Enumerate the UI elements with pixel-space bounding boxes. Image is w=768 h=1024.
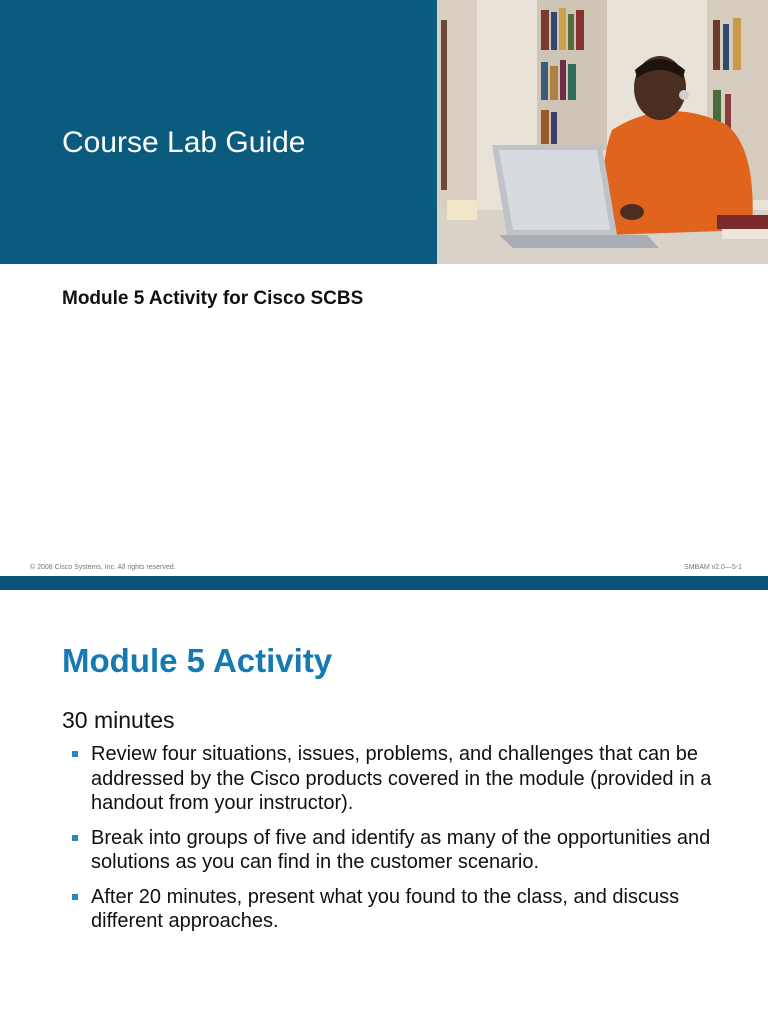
title-banner (0, 0, 437, 264)
student-laptop-photo (437, 0, 768, 264)
square-bullet-icon (72, 835, 78, 841)
list-item: After 20 minutes, present what you found to the class, and discuss different approaches. (62, 885, 742, 934)
activity-title: Module 5 Activity (62, 642, 333, 679)
activity-slide (0, 590, 768, 1024)
footer-copyright: © 2008 Cisco Systems, Inc. All rights reserved. (30, 564, 176, 571)
activity-duration: 30 minutes (62, 707, 175, 733)
activity-bullet-list (62, 742, 742, 944)
list-item: Review four situations, issues, problems, and challenges that can be addressed by the Cisco products covered in the module (provided in a handout from your instructor). (62, 742, 742, 816)
banner-title: Course Lab Guide (62, 126, 306, 159)
square-bullet-icon (72, 894, 78, 900)
footer-slide-code: SMBAM v2.0—5-1 (684, 564, 742, 571)
slide-separator (0, 576, 768, 590)
square-bullet-icon (72, 751, 78, 757)
list-item: Break into groups of five and identify as many of the opportunities and solutions as you can find in the customer scenario. (62, 826, 742, 875)
lab-subtitle: Module 5 Activity for Cisco SCBS (62, 288, 364, 309)
